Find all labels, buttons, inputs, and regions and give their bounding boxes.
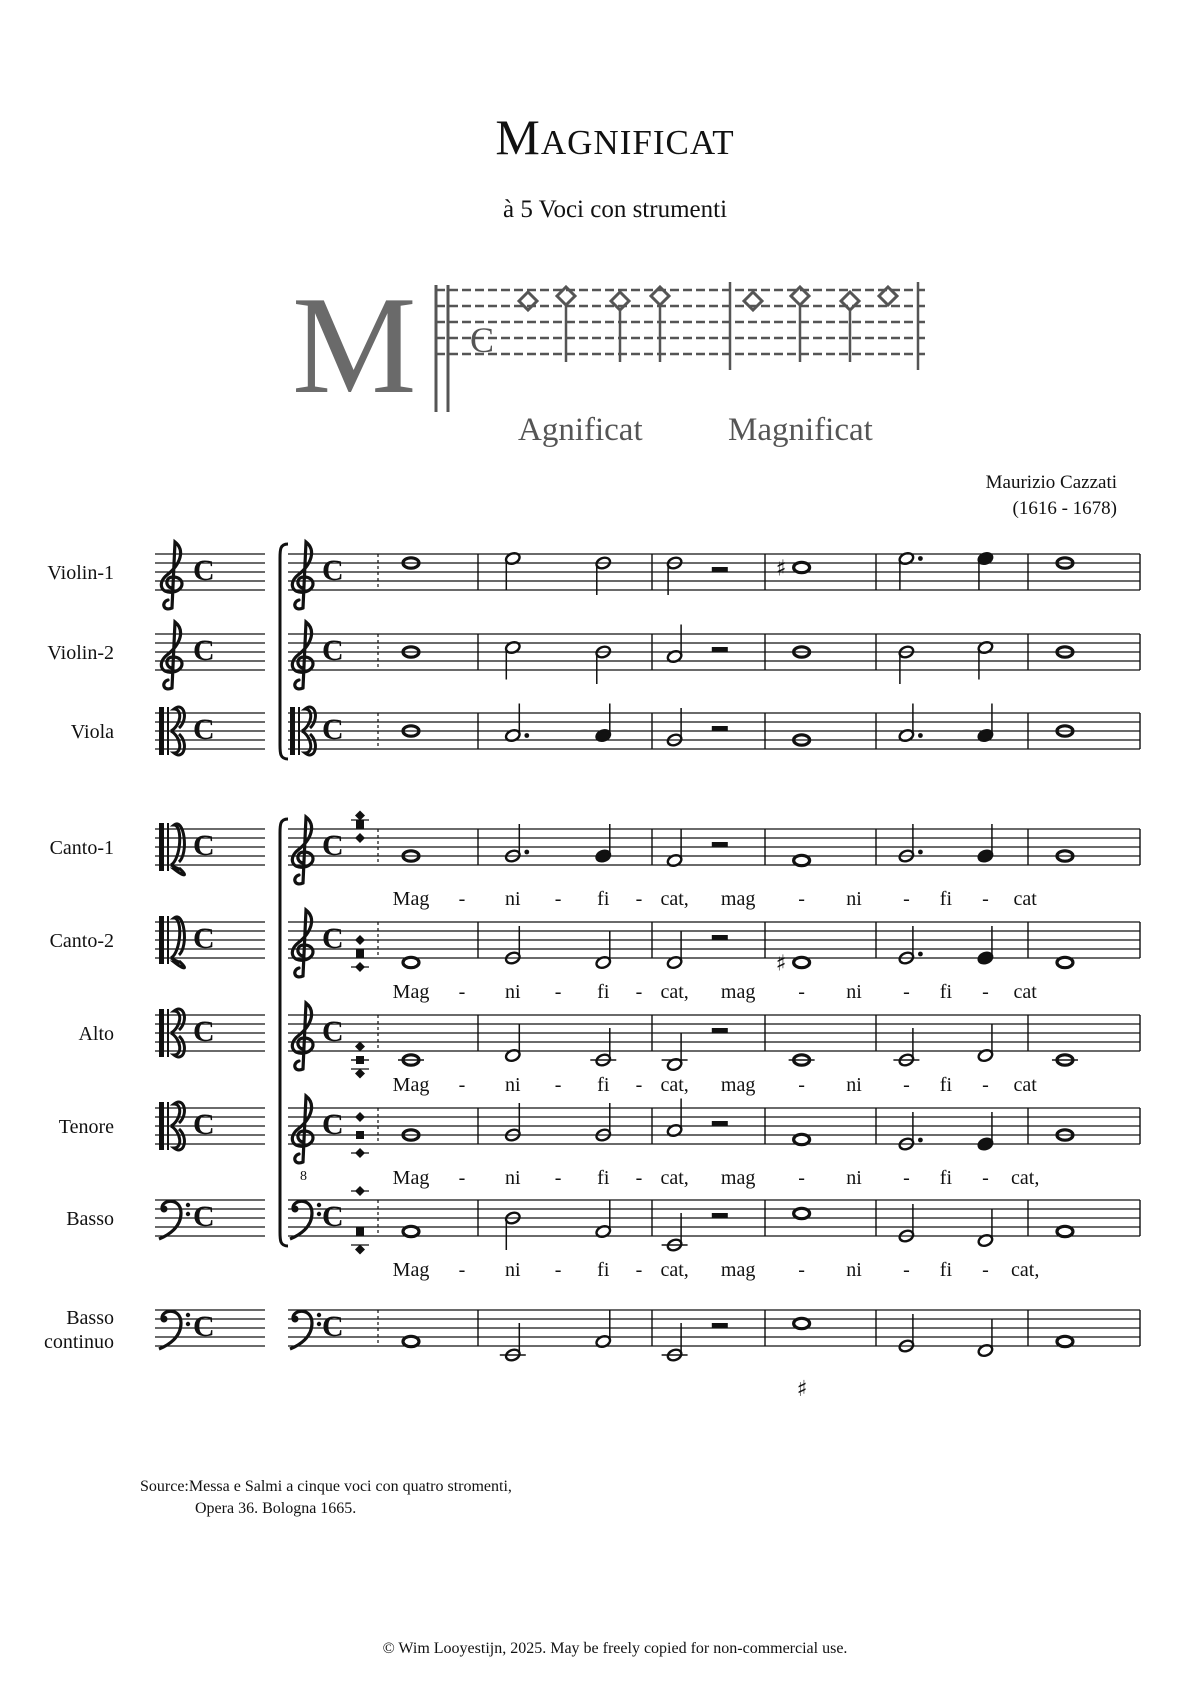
time-signature: C [322, 713, 344, 746]
lyric-syllable: ni [846, 1259, 862, 1281]
treble-clef [292, 910, 313, 977]
bass-clef-dot [317, 1322, 321, 1326]
lyric-hyphen: - [635, 1259, 643, 1281]
lyric-syllable: Mag [392, 888, 430, 910]
lyric-syllable: cat, [660, 1074, 689, 1096]
lyric-hyphen: - [798, 1074, 805, 1096]
staff-basso-continuo [44, 1307, 1140, 1402]
lyric-hyphen: - [903, 981, 910, 1003]
range-mark [356, 821, 364, 829]
c-clef-bar [159, 707, 164, 755]
lyric-hyphen: - [798, 888, 805, 910]
staff-label: Viola [70, 721, 114, 743]
treble-clef [292, 817, 313, 884]
lyric-hyphen: - [554, 1074, 562, 1096]
half-rest [712, 935, 728, 940]
staff-basso [66, 1186, 1140, 1281]
source-line-1: Source:Messa e Salmi a cinque voci con quatro stromenti, [140, 1478, 512, 1495]
time-signature: C [322, 922, 344, 955]
lyric-hyphen: - [458, 1074, 466, 1096]
staff-alto [78, 1003, 1140, 1096]
lyric-syllable: cat [1013, 888, 1037, 910]
lyric-hyphen: - [982, 888, 989, 910]
bass-clef-dot [186, 1212, 190, 1216]
bass-clef-dot [317, 1203, 321, 1207]
whole-note [794, 1318, 810, 1328]
staff-canto-1 [50, 811, 1140, 911]
augmentation-dot [918, 850, 923, 855]
treble-clef [161, 622, 182, 689]
c-clef-curve [171, 1126, 184, 1150]
range-mark [355, 833, 365, 843]
system-bracket [280, 544, 288, 759]
lyric-syllable: ni [846, 1167, 862, 1189]
composer-name: Maurizio Cazzati [985, 472, 1117, 493]
figured-bass: ♯ [796, 1377, 808, 1402]
lyric-syllable: Mag [392, 981, 430, 1003]
source-note [140, 1476, 512, 1520]
score-systems [44, 542, 1140, 1402]
time-signature: C [193, 634, 215, 667]
lyric-hyphen: - [798, 1167, 805, 1189]
time-signature: C [193, 1200, 215, 1233]
lyric-hyphen: - [554, 1167, 562, 1189]
c-clef-bar [159, 916, 164, 964]
lyric-syllable: mag [720, 1259, 756, 1281]
lyric-syllable: Mag [392, 1074, 430, 1096]
lyric-syllable: fi [939, 1074, 953, 1096]
staff-label: Basso [66, 1208, 114, 1230]
lyric-syllable: fi [939, 1259, 953, 1281]
c-clef-curve [171, 1009, 184, 1033]
staff-tenore [59, 1096, 1140, 1189]
range-mark [355, 1245, 365, 1255]
lyric-hyphen: - [798, 1259, 805, 1281]
c-clef-curve [171, 958, 184, 968]
lyric-syllable: Mag [392, 1167, 430, 1189]
whole-note [403, 957, 419, 967]
half-rest [712, 1028, 728, 1033]
whole-note [794, 1208, 810, 1218]
time-signature: C [193, 1108, 215, 1141]
time-signature: C [193, 829, 215, 862]
sharp-accidental: ♯ [775, 951, 787, 977]
incipit-initial: M [292, 268, 417, 423]
lyric-syllable: cat [1013, 981, 1037, 1003]
range-mark [356, 1228, 364, 1236]
c-clef-curve [171, 731, 184, 755]
incipit-mensuration: C [470, 320, 495, 360]
bass-clef-dot [317, 1313, 321, 1317]
staff-violin-2 [47, 622, 1140, 689]
lyric-syllable: fi [597, 888, 610, 910]
lyric-syllable: ni [505, 1259, 521, 1281]
staff-label: Canto-1 [49, 837, 114, 859]
lyric-syllable: cat [1013, 1074, 1037, 1096]
c-clef-bar [159, 1102, 164, 1150]
range-mark [355, 1112, 365, 1122]
lyric-syllable: mag [720, 1074, 756, 1096]
lyric-hyphen: - [554, 1259, 562, 1281]
lyric-syllable: ni [505, 981, 521, 1003]
whole-note [794, 957, 810, 967]
treble-clef [292, 1096, 313, 1163]
whole-note [1057, 957, 1073, 967]
lyric-syllable: mag [720, 1167, 756, 1189]
c-clef-curve [302, 707, 315, 731]
whole-note [1057, 1226, 1073, 1236]
bass-clef-dot [161, 1316, 168, 1323]
augmentation-dot [918, 1138, 923, 1143]
treble-clef [292, 542, 313, 609]
lyric-hyphen: - [554, 981, 562, 1003]
lyric-syllable: ni [505, 1074, 521, 1096]
lyric-syllable: cat, [1011, 1167, 1040, 1189]
c-clef-bar [298, 707, 300, 755]
lyric-hyphen: - [982, 1259, 989, 1281]
lyric-syllable: fi [939, 981, 953, 1003]
lyric-syllable: ni [846, 888, 862, 910]
staff-label: Tenore [58, 1116, 114, 1138]
staff-label: Canto-2 [49, 930, 114, 952]
time-signature: C [193, 922, 215, 955]
time-signature: C [322, 1200, 344, 1233]
lyric-syllable: fi [939, 888, 953, 910]
time-signature: C [193, 554, 215, 587]
bass-clef-dot [292, 1316, 299, 1323]
lyric-hyphen: - [982, 1167, 989, 1189]
lyric-syllable: fi [939, 1167, 953, 1189]
source-line-2: Opera 36. Bologna 1665. [195, 1500, 357, 1517]
lyric-syllable: cat, [660, 888, 689, 910]
incipit-text-2: Magnificat [728, 412, 873, 448]
range-mark [356, 950, 364, 958]
lyric-syllable: ni [505, 888, 521, 910]
sharp-accidental: ♯ [775, 556, 787, 582]
lyric-hyphen: - [458, 888, 466, 910]
c-clef-bar [167, 916, 169, 964]
lyric-hyphen: - [903, 1167, 910, 1189]
lyric-syllable: fi [597, 1259, 610, 1281]
c-clef-curve [171, 865, 184, 875]
half-rest [712, 1323, 728, 1328]
lyric-hyphen: - [635, 1074, 643, 1096]
lyric-hyphen: - [635, 981, 643, 1003]
c-clef-bar [159, 823, 164, 871]
copyright-notice: © Wim Looyestijn, 2025. May be freely copied for non-commercial use. [382, 1640, 848, 1657]
c-clef-bar [159, 1009, 164, 1057]
lyric-syllable: ni [846, 1074, 862, 1096]
whole-note [794, 1134, 810, 1144]
range-mark [355, 811, 365, 821]
staff-label: Basso [66, 1307, 114, 1329]
half-rest [712, 647, 728, 652]
c-clef-curve [302, 731, 315, 755]
augmentation-dot [918, 952, 923, 957]
system-bracket [280, 819, 288, 1246]
time-signature: C [322, 554, 344, 587]
c-clef-curve [171, 824, 184, 865]
whole-note [1057, 1336, 1073, 1346]
augmentation-dot [524, 733, 529, 738]
lyric-hyphen: - [458, 1259, 466, 1281]
c-clef-bar [167, 823, 169, 871]
whole-note [403, 1226, 419, 1236]
incipit-note [744, 292, 762, 310]
c-clef-bar [290, 707, 295, 755]
time-signature: C [193, 713, 215, 746]
range-mark [355, 935, 365, 945]
time-signature: C [322, 1108, 344, 1141]
lyric-syllable: ni [846, 981, 862, 1003]
lyric-hyphen: - [903, 888, 910, 910]
bass-clef-dot [161, 1206, 168, 1213]
time-signature: C [322, 634, 344, 667]
lyric-syllable: ni [505, 1167, 521, 1189]
time-signature: C [193, 1015, 215, 1048]
lyric-syllable: fi [597, 1167, 610, 1189]
staff-label: Violin-1 [47, 562, 114, 584]
time-signature: C [193, 1310, 215, 1343]
lyric-syllable: fi [597, 981, 610, 1003]
lyric-hyphen: - [458, 981, 466, 1003]
bass-clef-dot [186, 1203, 190, 1207]
c-clef-bar [167, 1102, 169, 1150]
augmentation-dot [918, 556, 923, 561]
bass-clef-dot [317, 1212, 321, 1216]
time-signature: C [322, 829, 344, 862]
c-clef-curve [171, 1033, 184, 1057]
c-clef-curve [171, 707, 184, 731]
incipit-note [841, 292, 859, 310]
augmentation-dot [524, 850, 529, 855]
staff-canto-2 [50, 910, 1140, 1003]
incipit-note [611, 292, 629, 310]
lyric-hyphen: - [458, 1167, 466, 1189]
c-clef-curve [171, 1102, 184, 1126]
lyric-syllable: Mag [392, 1259, 430, 1281]
incipit-note [519, 292, 537, 310]
lyric-hyphen: - [554, 888, 562, 910]
lyric-syllable: fi [597, 1074, 610, 1096]
half-rest [712, 842, 728, 847]
lyric-syllable: mag [720, 981, 756, 1003]
lyric-syllable: cat, [1011, 1259, 1040, 1281]
bass-clef-dot [186, 1313, 190, 1317]
whole-note [794, 855, 810, 865]
lyric-syllable: cat, [660, 1259, 689, 1281]
staff-label: continuo [44, 1331, 114, 1353]
time-signature: C [322, 1015, 344, 1048]
bass-clef-dot [186, 1322, 190, 1326]
c-clef-curve [171, 917, 184, 958]
lyric-hyphen: - [903, 1074, 910, 1096]
incipit-text-1: Agnificat [518, 412, 643, 448]
half-rest [712, 1213, 728, 1218]
bass-clef-dot [292, 1206, 299, 1213]
time-signature: C [322, 1310, 344, 1343]
half-rest [712, 726, 728, 731]
c-clef-bar [167, 1009, 169, 1057]
staff-label: Violin-2 [47, 642, 114, 664]
range-mark [356, 1131, 364, 1139]
page-subtitle: à 5 Voci con strumenti [502, 196, 728, 223]
treble-clef [161, 542, 182, 609]
staff-viola [71, 704, 1140, 756]
half-rest [712, 567, 728, 572]
whole-note [794, 562, 810, 572]
whole-note [403, 1336, 419, 1346]
lyric-syllable: cat, [660, 981, 689, 1003]
lyric-syllable: mag [720, 888, 756, 910]
range-mark [355, 1042, 365, 1052]
lyric-syllable: cat, [660, 1167, 689, 1189]
page-title: Magnificat [495, 109, 735, 165]
c-clef-bar [167, 707, 169, 755]
staff-violin-1 [47, 542, 1140, 609]
treble-clef [292, 1003, 313, 1070]
treble-clef [292, 622, 313, 689]
augmentation-dot [918, 733, 923, 738]
lyric-hyphen: - [982, 1074, 989, 1096]
composer-dates: (1616 - 1678) [1012, 498, 1117, 519]
half-rest [712, 1121, 728, 1126]
lyric-hyphen: - [982, 981, 989, 1003]
lyric-hyphen: - [903, 1259, 910, 1281]
lyric-hyphen: - [798, 981, 805, 1003]
staff-label: Alto [78, 1023, 114, 1045]
lyric-hyphen: - [635, 888, 643, 910]
original-incipit-facsimile [292, 268, 925, 448]
range-mark [355, 1069, 365, 1079]
lyric-hyphen: - [635, 1167, 643, 1189]
octave-eight: 8 [300, 1169, 307, 1184]
